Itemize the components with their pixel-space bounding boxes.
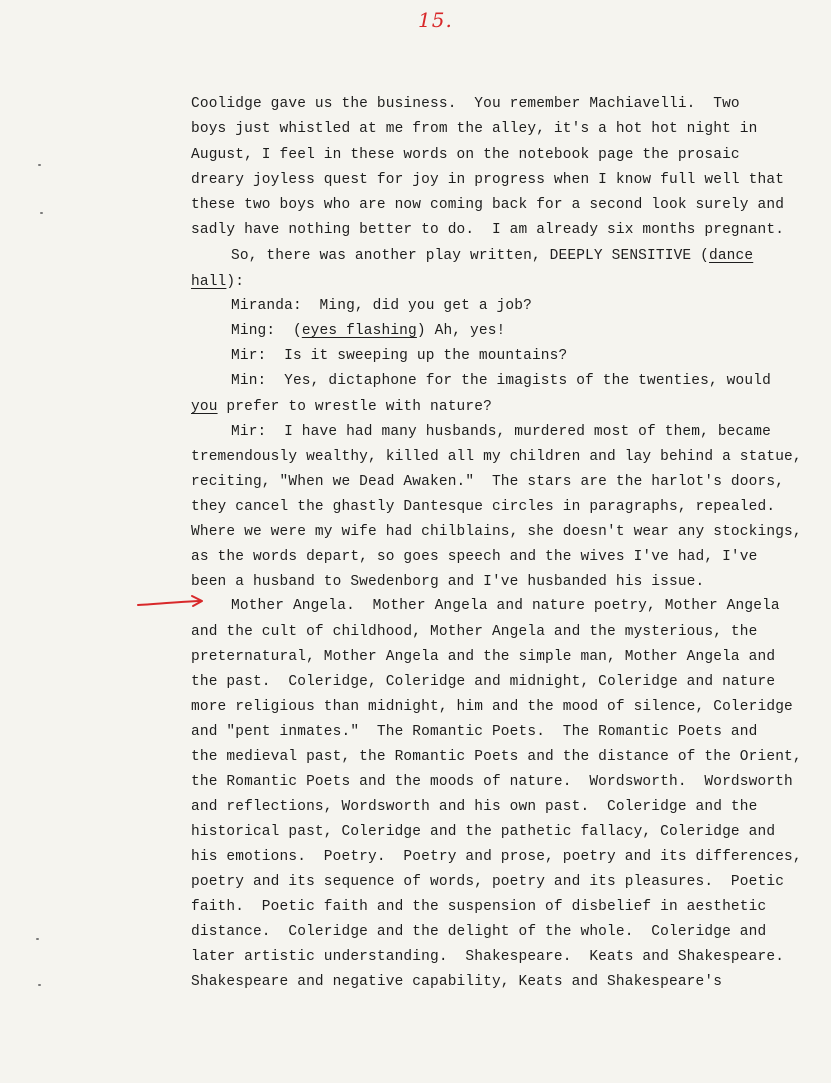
dialogue-line: Min: Yes, dictaphone for the imagists of the twenties, would (231, 373, 771, 389)
text-line: poetry and its sequence of words, poetry and its pleasures. Poetic (191, 874, 785, 890)
text-line: sadly have nothing better to do. I am already six months pregnant. (191, 222, 785, 238)
text-line: August, I feel in these words on the notebook page the prosaic (191, 147, 740, 163)
underlined-text: hall (191, 274, 227, 290)
text-line: and "pent inmates." The Romantic Poets. The Romantic Poets and (191, 724, 758, 740)
text-line (191, 273, 244, 291)
dialogue-line: Miranda: Ming, did you get a job? (231, 298, 532, 314)
text-line: Coolidge gave us the business. You remember Machiavelli. Two (191, 96, 740, 112)
dialogue-line: Mir: I have had many husbands, murdered most of them, became (231, 424, 771, 440)
underlined-text: dance (708, 248, 754, 264)
text-line: preternatural, Mother Angela and the simple man, Mother Angela and (191, 649, 776, 665)
text-segment: ): (226, 274, 245, 290)
text-line: his emotions. Poetry. Poetry and prose, poetry and its differences, (191, 849, 802, 865)
text-line: later artistic understanding. Shakespeare. Keats and Shakespeare. (191, 949, 785, 965)
text-segment: Ming: ( (231, 323, 302, 339)
text-line: reciting, "When we Dead Awaken." The stars are the harlot's doors, (191, 474, 785, 490)
text-line: the Romantic Poets and the moods of nature. Wordsworth. Wordsworth (191, 774, 793, 790)
dialogue-line: Mir: Is it sweeping up the mountains? (231, 348, 568, 364)
text-line: they cancel the ghastly Dantesque circles in paragraphs, repealed. (191, 499, 776, 515)
text-line: boys just whistled at me from the alley, it's a hot hot night in (191, 121, 758, 137)
text-line: Shakespeare and negative capability, Keats and Shakespeare's (191, 974, 723, 990)
text-line: Mother Angela. Mother Angela and nature poetry, Mother Angela (231, 598, 780, 614)
underlined-text: you (191, 399, 218, 415)
handwritten-page-number: 15. (418, 8, 453, 32)
text-line: and the cult of childhood, Mother Angela and the mysterious, the (191, 624, 758, 640)
underlined-text: eyes flashing (301, 323, 417, 339)
text-line: as the words depart, so goes speech and the wives I've had, I've (191, 549, 758, 565)
text-line: tremendously wealthy, killed all my children and lay behind a statue, (191, 449, 802, 465)
text-segment: prefer to wrestle with nature? (217, 399, 492, 415)
text-line: dreary joyless quest for joy in progress when I know full well that (191, 172, 785, 188)
text-line: the past. Coleridge, Coleridge and midnight, Coleridge and nature (191, 674, 776, 690)
text-line: more religious than midnight, him and the mood of silence, Coleridge (191, 699, 793, 715)
text-line (231, 247, 753, 265)
text-line: Where we were my wife had chilblains, she doesn't wear any stockings, (191, 524, 802, 540)
text-segment: So, there was another play written, DEEPLY SENSITIVE ( (231, 248, 709, 264)
text-line: these two boys who are now coming back for a second look surely and (191, 197, 785, 213)
text-line: the medieval past, the Romantic Poets and the distance of the Orient, (191, 749, 802, 765)
text-line: distance. Coleridge and the delight of the whole. Coleridge and (191, 924, 767, 940)
text-line: faith. Poetic faith and the suspension of disbelief in aesthetic (191, 899, 767, 915)
dialogue-line (231, 322, 505, 340)
text-line: historical past, Coleridge and the pathetic fallacy, Coleridge and (191, 824, 776, 840)
text-segment: ) Ah, yes! (416, 323, 506, 339)
text-line: been a husband to Swedenborg and I've husbanded his issue. (191, 574, 705, 590)
text-line (191, 398, 492, 416)
text-line: and reflections, Wordsworth and his own past. Coleridge and the (191, 799, 758, 815)
